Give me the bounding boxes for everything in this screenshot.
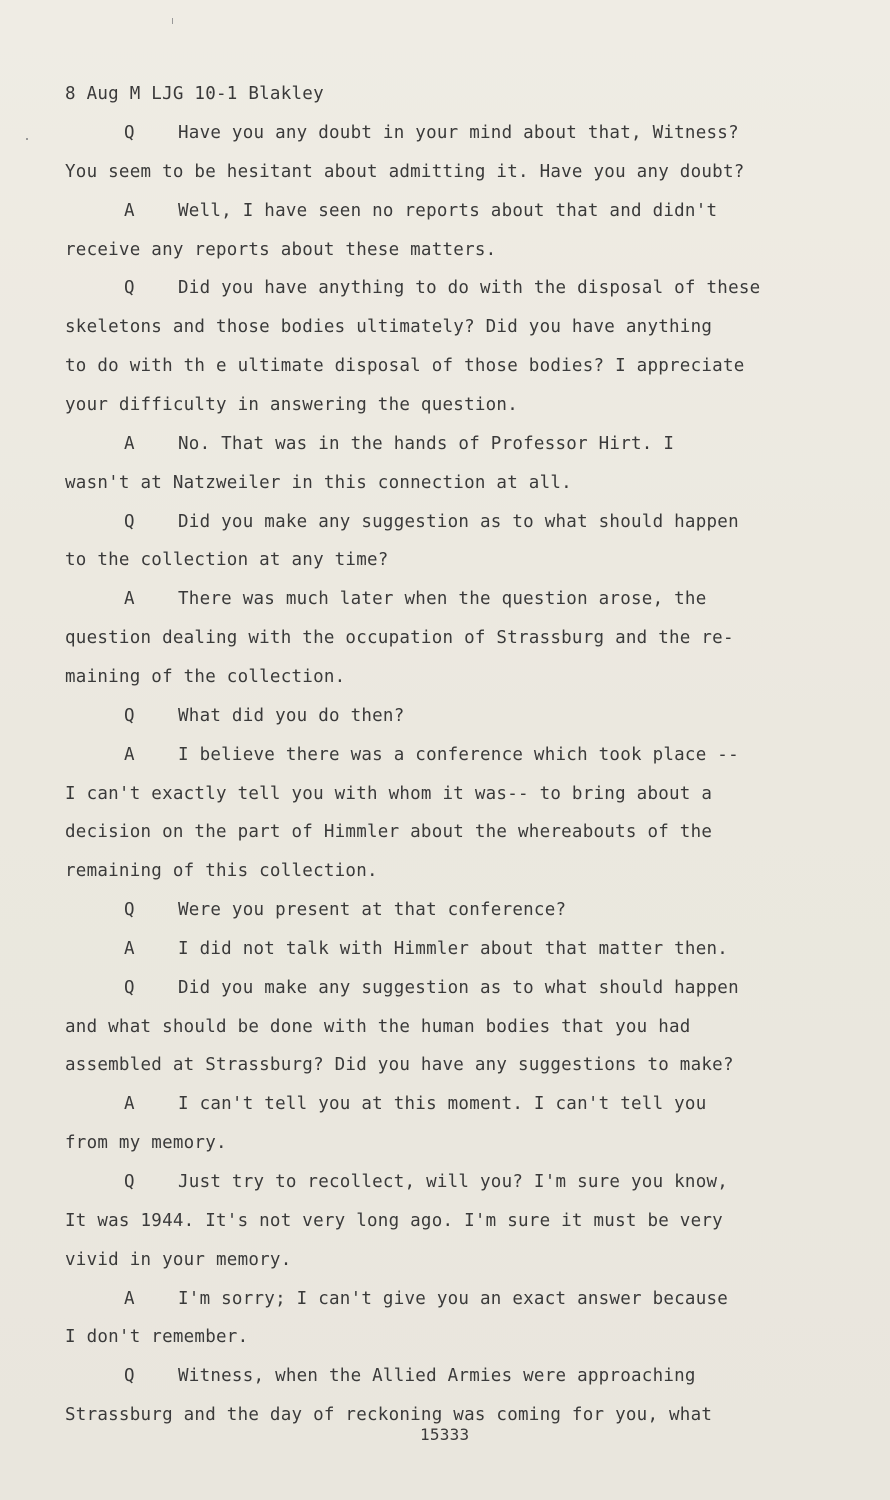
line-text: remaining of this collection. bbox=[65, 861, 378, 882]
line-text: from my memory. bbox=[65, 1133, 227, 1154]
line-text: question dealing with the occupation of Strassburg and the re- bbox=[65, 628, 734, 648]
transcript-line bbox=[65, 162, 745, 182]
line-text: I can't tell you at this moment. I can't tell you bbox=[178, 1094, 707, 1115]
speaker-label: Q bbox=[124, 278, 135, 299]
transcript-line-with-speaker bbox=[124, 512, 739, 532]
line-text: Have you any doubt in your mind about that, Witness? bbox=[178, 123, 739, 143]
line-text: Just try to recollect, will you? I'm sure you know, bbox=[178, 1172, 729, 1192]
transcript-line bbox=[65, 667, 345, 687]
speaker-label: Q bbox=[124, 1366, 135, 1387]
speaker-label: Q bbox=[124, 123, 135, 143]
speaker-label: A bbox=[124, 938, 135, 959]
speaker-label: Q bbox=[124, 1172, 135, 1192]
line-text: maining of the collection. bbox=[65, 666, 346, 687]
transcript-line-with-speaker bbox=[124, 1172, 728, 1192]
margin-tick-mark bbox=[172, 18, 173, 24]
line-text: Witness, when the Allied Armies were approaching bbox=[178, 1366, 696, 1387]
speaker-label: Q bbox=[124, 705, 135, 726]
line-text: You seem to be hesitant about admitting it. Have you any doubt? bbox=[65, 161, 745, 182]
transcript-line bbox=[65, 861, 378, 881]
transcript-line bbox=[65, 784, 712, 804]
line-text: Did you make any suggestion as to what should happen bbox=[178, 511, 739, 532]
speaker-label: A bbox=[124, 589, 135, 610]
transcript-line-with-speaker bbox=[124, 589, 707, 609]
margin-tick-mark bbox=[26, 138, 28, 140]
transcript-line-with-speaker bbox=[124, 978, 739, 998]
line-text: It was 1944. It's not very long ago. I'm sure it must be very bbox=[65, 1210, 723, 1231]
transcript-line-with-speaker bbox=[124, 900, 566, 920]
speaker-label: A bbox=[124, 1094, 135, 1115]
line-text: No. That was in the hands of Professor Hirt. I bbox=[178, 433, 675, 454]
line-text: Did you make any suggestion as to what should happen bbox=[178, 977, 739, 998]
line-text: receive any reports about these matters. bbox=[65, 239, 497, 260]
line-text: I did not talk with Himmler about that matter then. bbox=[178, 938, 729, 959]
line-text: Strassburg and the day of reckoning was coming for you, what bbox=[65, 1405, 713, 1425]
transcript-line bbox=[65, 822, 712, 842]
transcript-line bbox=[65, 1133, 227, 1153]
transcript-line bbox=[65, 356, 745, 376]
transcript-line-with-speaker bbox=[124, 1094, 707, 1114]
line-text: What did you do then? bbox=[178, 705, 405, 726]
line-text: Were you present at that conference? bbox=[178, 900, 567, 920]
speaker-label: A bbox=[124, 744, 135, 765]
transcript-line-with-speaker bbox=[124, 201, 717, 221]
speaker-label: A bbox=[124, 200, 135, 221]
transcript-line-with-speaker bbox=[124, 745, 739, 765]
page-number: 15333 bbox=[420, 1425, 470, 1444]
line-text: decision on the part of Himmler about the whereabouts of the bbox=[65, 822, 713, 843]
line-text: wasn't at Natzweiler in this connection at all. bbox=[65, 472, 572, 493]
line-text: There was much later when the question arose, the bbox=[178, 589, 707, 610]
transcript-line bbox=[65, 1250, 292, 1270]
line-text: Did you have anything to do with the disposal of these bbox=[178, 278, 761, 299]
transcript-line bbox=[65, 1211, 723, 1231]
transcript-line bbox=[65, 317, 712, 337]
line-text: I don't remember. bbox=[65, 1327, 249, 1348]
line-text: and what should be done with the human bodies that you had bbox=[65, 1016, 691, 1037]
speaker-label: A bbox=[124, 433, 135, 454]
speaker-label: Q bbox=[124, 977, 135, 998]
line-text: I can't exactly tell you with whom it was-- to bring about a bbox=[65, 783, 713, 804]
transcript-line-with-speaker bbox=[124, 123, 739, 143]
transcript-line-with-speaker bbox=[124, 939, 728, 959]
speaker-label: A bbox=[124, 1288, 135, 1309]
transcript-line bbox=[65, 550, 389, 570]
line-text: vivid in your memory. bbox=[65, 1249, 292, 1270]
line-text: skeletons and those bodies ultimately? Did you have anything bbox=[65, 317, 713, 338]
transcript-line bbox=[65, 628, 734, 648]
line-text: I believe there was a conference which took place -- bbox=[178, 744, 739, 765]
transcript-line-with-speaker bbox=[124, 278, 760, 298]
speaker-label: Q bbox=[124, 900, 135, 920]
page-header: 8 Aug M LJG 10-1 Blakley bbox=[65, 84, 324, 104]
line-text: Well, I have seen no reports about that and didn't bbox=[178, 200, 718, 221]
transcript-line bbox=[65, 1017, 691, 1037]
transcript-line bbox=[65, 473, 572, 493]
transcript-line bbox=[65, 240, 496, 260]
transcript-line bbox=[65, 1327, 248, 1347]
transcript-line-with-speaker bbox=[124, 706, 405, 726]
line-text: to the collection at any time? bbox=[65, 550, 389, 571]
transcript-line bbox=[65, 1405, 712, 1425]
transcript-line-with-speaker bbox=[124, 1366, 696, 1386]
line-text: your difficulty in answering the question. bbox=[65, 394, 519, 415]
line-text: assembled at Strassburg? Did you have any suggestions to make? bbox=[65, 1055, 734, 1076]
line-text: I'm sorry; I can't give you an exact answer because bbox=[178, 1288, 729, 1309]
speaker-label: Q bbox=[124, 511, 135, 532]
transcript-line-with-speaker bbox=[124, 1289, 728, 1309]
line-text: to do with th e ultimate disposal of those bodies? I appreciate bbox=[65, 356, 745, 377]
transcript-line bbox=[65, 1055, 734, 1075]
transcript-line-with-speaker bbox=[124, 434, 674, 454]
transcript-line bbox=[65, 395, 518, 415]
